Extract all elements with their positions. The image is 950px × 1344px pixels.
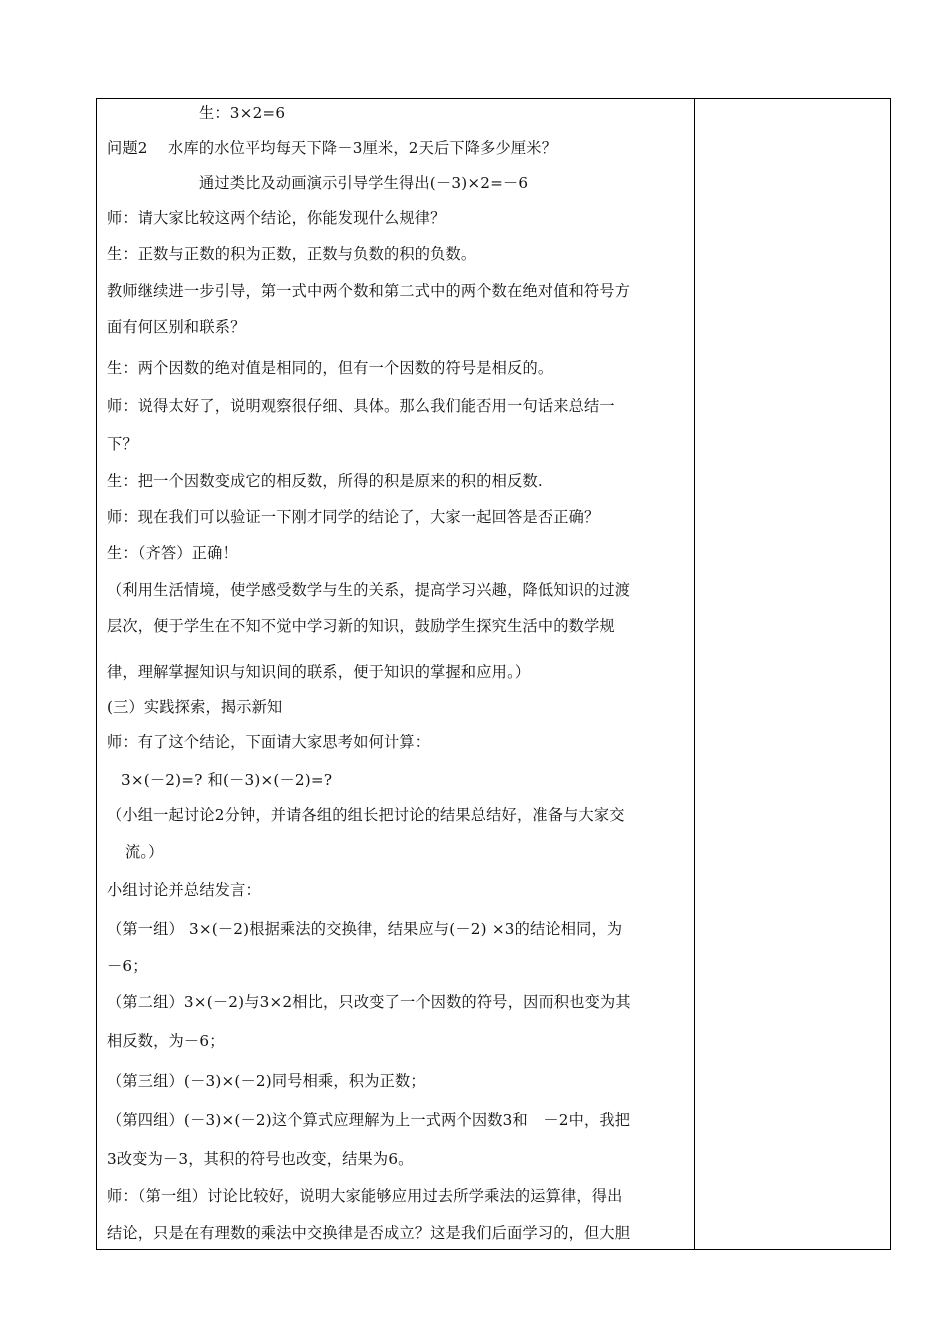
text-line: （第二组）3×(－2)与3×2相比，只改变了一个因数的符号，因而积也变为其 (107, 993, 631, 1011)
lesson-plan-table (96, 98, 891, 1250)
text-line: （第一组） 3×(－2)根据乘法的交换律，结果应与(－2) ×3的结论相同，为 (107, 920, 623, 938)
text-line: －6； (107, 957, 148, 975)
text-line: 结论，只是在有理数的乘法中交换律是否成立？这是我们后面学习的，但大胆 (107, 1224, 631, 1242)
text-line: 律，理解掌握知识与知识间的联系，便于知识的掌握和应用。） (107, 663, 531, 681)
text-line: 问题2 水库的水位平均每天下降－3厘米，2天后下降多少厘米？ (107, 139, 558, 157)
text-line: 生：正数与正数的积为正数，正数与负数的积的负数。 (107, 245, 477, 263)
text-line: （利用生活情境，使学感受数学与生的关系，提高学习兴趣，降低知识的过渡 (107, 581, 631, 599)
text-line: 师：（第一组）讨论比较好，说明大家能够应用过去所学乘法的运算律，得出 (107, 1187, 623, 1205)
text-line: 师：现在我们可以验证一下刚才同学的结论了，大家一起回答是否正确？ (107, 508, 600, 526)
text-line: 流。） (125, 843, 164, 861)
text-line: 生：把一个因数变成它的相反数，所得的积是原来的积的相反数. (107, 472, 543, 490)
section-heading: (三）实践探索，揭示新知 (107, 698, 283, 716)
text-line: （小组一起讨论2分钟，并请各组的组长把讨论的结果总结好，准备与大家交 (107, 806, 625, 824)
text-line: 师：说得太好了，说明观察很仔细、具体。那么我们能否用一句话来总结一 (107, 397, 615, 415)
formula-line: 3×(－2)=? 和(－3)×(－2)=? (121, 771, 333, 789)
text-line: 下？ (107, 435, 138, 453)
text-line: 生：3×2=6 (199, 104, 286, 122)
text-line: 层次，便于学生在不知不觉中学习新的知识，鼓励学生探究生活中的数学规 (107, 617, 615, 635)
text-line: （第四组）(－3)×(－2)这个算式应理解为上一式两个因数3和 －2中，我把 (107, 1111, 631, 1129)
text-line: 生：两个因数的绝对值是相同的，但有一个因数的符号是相反的。 (107, 359, 554, 377)
text-line: 师：请大家比较这两个结论，你能发现什么规律？ (107, 209, 446, 227)
text-line: 通过类比及动画演示引导学生得出(－3)×2=－6 (199, 174, 529, 192)
notes-cell (695, 99, 891, 1249)
text-line: 生：（齐答）正确！ (107, 544, 238, 562)
text-line: 小组讨论并总结发言： (107, 881, 261, 899)
text-line: 面有何区别和联系？ (107, 318, 246, 336)
text-line: 3改变为－3，其积的符号也改变，结果为6。 (107, 1150, 414, 1168)
text-line: 师：有了这个结论，下面请大家思考如何计算： (107, 733, 431, 751)
text-line: 教师继续进一步引导，第一式中两个数和第二式中的两个数在绝对值和符号方 (107, 282, 631, 300)
text-line: 相反数，为－6； (107, 1032, 225, 1050)
text-line: （第三组）(－3)×(－2)同号相乘，积为正数； (107, 1072, 426, 1090)
